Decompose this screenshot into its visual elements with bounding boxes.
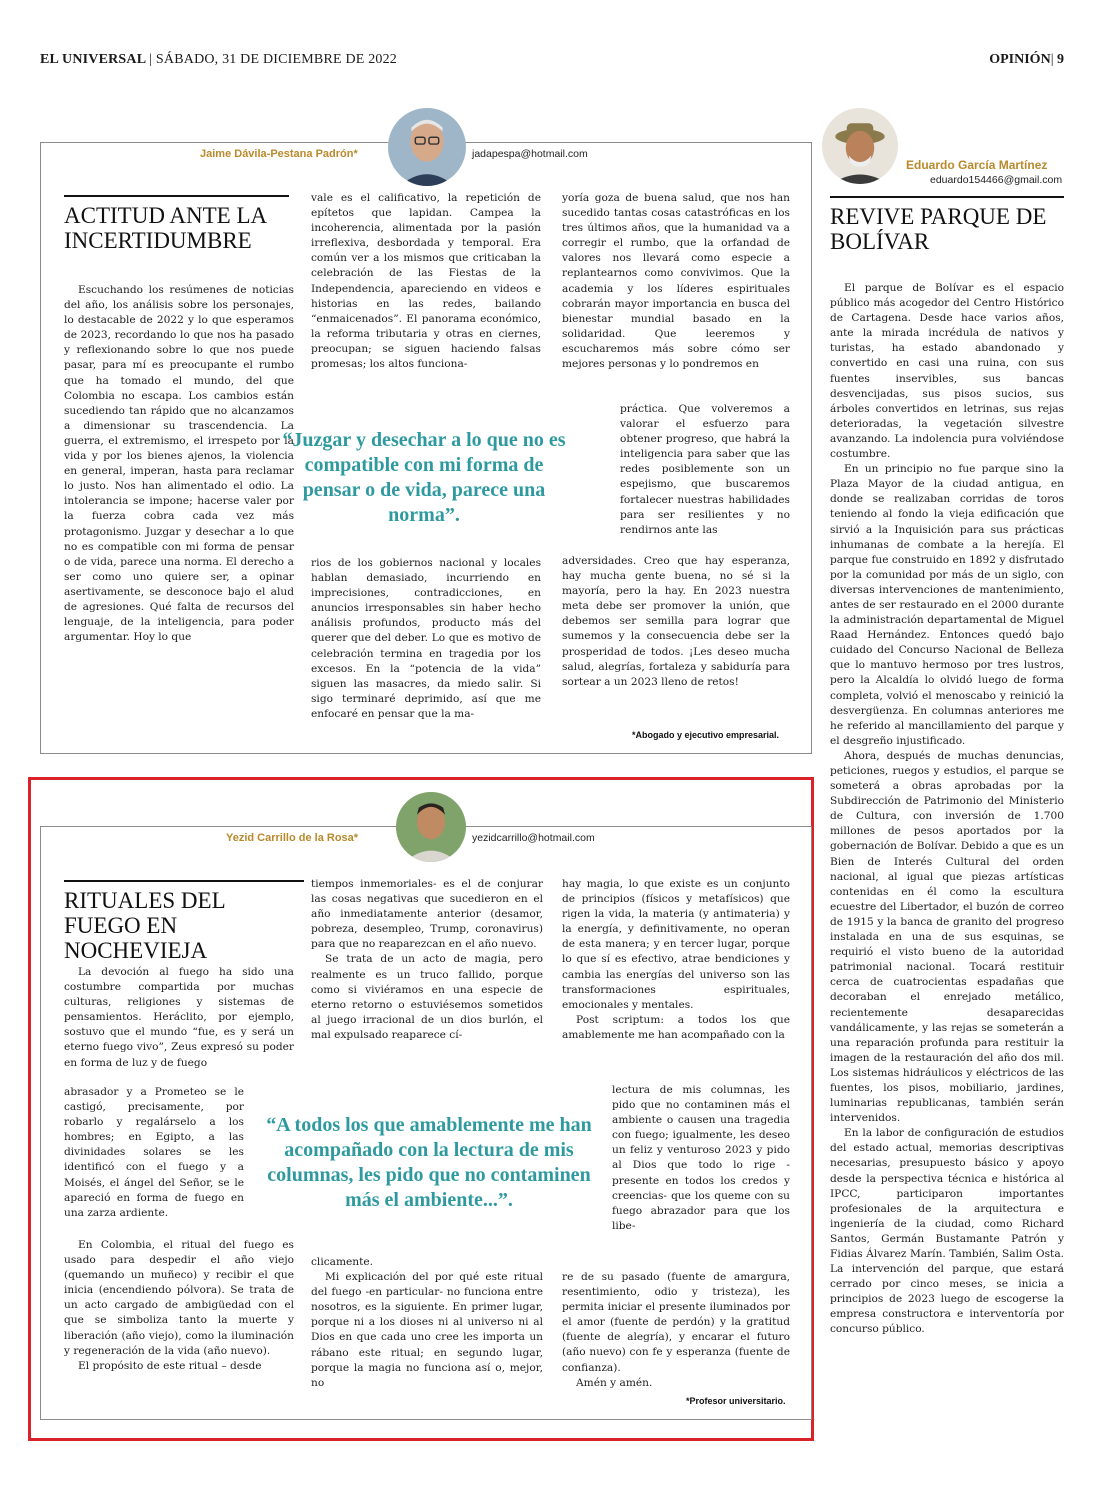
article1-footnote: *Abogado y ejecutivo empresarial. — [632, 730, 780, 740]
issue-date: SÁBADO, 31 DE DICIEMBRE DE 2022 — [155, 52, 398, 67]
article2-col1c-text2: El propósito de este ritual – desde — [78, 1359, 262, 1372]
page-number: 9 — [1057, 52, 1064, 67]
article1-col2b-text: rios de los gobiernos nacional y locales hablan demasiado, incurriendo en imprecisiones, contradicciones, en anuncios irresponsables sin haber hecho análisis profundos, producto más del querer que del deber. Lo que es motivo de celebración termina en tragedia por los excesos. En la “potencia de la vida” siguen las masacres, da miedo salir. Si sigo terminaré deprimido, así que me enfocaré en pensar que la ma- — [311, 557, 541, 720]
article2-col1a-text: La devoción al fuego ha sido una costumbre compartida por muchas culturas, religiones y sistemas de pensamientos. Heráclito, por ejemplo, sostuvo que el mundo “fue, es y será un eterno fuego vivo”, Zeus expresó su poder en forma de luz y de fuego — [64, 966, 294, 1069]
section-label: OPINIÓN| 9 — [989, 52, 1064, 67]
article1-title: ACTITUD ANTE LA INCERTIDUMBRE — [64, 195, 289, 253]
article2-col1c-text1: En Colombia, el ritual del fuego es usado para despedir el año viejo (quemando un muñeco) y recibir el que inicia (encendiendo pólvora). Se trata de un acto cargado de ambigüedad con el que se simboliza tanto la muerte y liberación (año viejo), como la iluminación y regeneración de la vida (año nuevo). — [64, 1239, 294, 1357]
article2-col3b-text: lectura de mis columnas, les pido que no contaminen más el ambiente o causen una tragedia con fuego; igualmente, les deseo un feliz y venturoso 2023 y pido al Dios que todo lo rige -presente en todos los credos y creencias- que los queme con su fuego abrazador para que los libe- — [612, 1084, 790, 1232]
article2-col1b-text: abrasador y a Prometeo se le castigó, precisamente, por robarlo y regalárselo a los hombres; en Egipto, a las divinidades solares se les identificó con el fuego y a Moisés, el ángel del Señor, se le apareció en forma de fuego en una zarza ardiente. — [64, 1086, 244, 1219]
article1-col2-bottom — [311, 556, 541, 744]
article1-author: Jaime Dávila-Pestana Padrón* — [196, 148, 362, 160]
newspaper-name: EL UNIVERSAL — [40, 52, 146, 67]
article2-col1-bottom — [64, 1238, 294, 1410]
article2-col2b-text1: clicamente. — [311, 1256, 373, 1268]
article3-email[interactable]: eduardo154466@gmail.com — [930, 174, 1063, 186]
article3-author: Eduardo García Martínez — [906, 158, 1048, 172]
article2-title: RITUALES DEL FUEGO EN NOCHEVIEJA — [64, 880, 304, 963]
article2-col2a-text1: tiempos inmemoriales- es el de conjurar las cosas negativas que sucedieron en el año inmediatamente anterior (desamor, pobreza, desempleo, Trump, coronavirus) para que no reaparezcan en el año nuevo. — [311, 878, 543, 951]
article2-col3-top — [562, 877, 790, 1067]
article2-col3-middle — [612, 1083, 790, 1273]
article2-col3-bottom — [562, 1270, 790, 1396]
article3-author-photo — [822, 108, 898, 184]
article3-paragraph-3: Ahora, después de muchas denuncias, peticiones, ruegos y estudios, el parque se someterá a obras aprobadas por la Subdirección de Patrimonio del Ministerio de Cultura, con inversión de 1.700 millones de pesos aportados por la gobernación de Bolívar. Debido a que es un Bien de Interés Cultural del orden nacional, al igual que piezas artísticas contenidas en él como la escultura ecuestre del Libertador, el buzón de correo de 1915 y la banca de granito del progreso instalada en una de sus esquinas, se requirió el visto bueno de la autoridad patrimonial nacional. Tocará restituir cerca de cuatrocientas espadañas que decoraban el enrejado metálico, recientemente desaparecidas vandálicamente, y las rejas se someterán a una reparación profunda para restituir la imagen de la restauración del año dos mil. Los sistemas hidráulicos y eléctricos de las fuentes, los pisos, mobiliario, jardines, luminarias republicanas, también serán intervenidos. — [830, 749, 1064, 1125]
masthead-separator: | — [149, 52, 153, 67]
article1-author-photo — [388, 108, 466, 186]
portrait-icon — [822, 108, 898, 184]
article2-author: Yezid Carrillo de la Rosa* — [222, 832, 362, 844]
article1-email[interactable]: jadapespa@hotmail.com — [472, 148, 588, 160]
article1-col3-middle — [620, 402, 790, 554]
article2-author-photo — [396, 792, 466, 862]
portrait-icon — [388, 108, 466, 186]
article3-paragraph-2: En un principio no fue parque sino la Plaza Mayor de la ciudad antigua, en donde se realizaban corridas de toros teniendo al fondo la vieja edificación que sirvió a la Inquisición para sus prácticas inhumanas de combate a la herejía. El parque fue construido en 1892 y disfrutado por la comunidad por más de un siglo, con diversas intervenciones de mantenimiento, antes de ser restaurado en el 2000 durante la administración departamental de Miguel Raad Hernández. Entonces quedó bajo cuidado del Concurso Nacional de Belleza que lo mantuvo hermoso por tres lustros, pero la Alcaldía lo olvidó luego de forma completa, volvió el menoscabo y reinició la desvergüenza. En columnas anteriores me he referido al mancillamiento del parque y el desgreño injustificado. — [830, 463, 1064, 747]
article3-title: REVIVE PARQUE DE BOLÍVAR — [830, 196, 1064, 254]
section-name: OPINIÓN — [989, 52, 1051, 67]
article2-col3a-text2: Post scriptum: a todos los que amablemente me han acompañado con la — [562, 1013, 790, 1041]
article3-body — [830, 281, 1064, 1411]
article3-paragraph-4: En la labor de configuración de estudios del estado actual, memorias descriptivas necesarias, presupuesto básico y apoyo desde la perspectiva técnica e histórica al IPCC, participaron importantes profesionales de la arquitectura e ingeniería de la ciudad, como Richard Santos, Germán Bustamante Patrón y Fidias Álvarez Marín. También, Salim Osta. La intervención del parque, que estará cerrado por cinco meses, se inicia a principios de 2023 luego de escogerse la empresa constructora e interventoría por concurso público. — [830, 1127, 1064, 1336]
article2-col2a-text2: Se trata de un acto de magia, pero realmente es un truco fallido, porque como si viviéramos en una especie de eterno retorno o estuviésemos sometidos al juego irracional de un dios burlón, el mal expulsado reaparece cí- — [311, 953, 543, 1041]
article2-col3c-text2: Amén y amén. — [576, 1376, 653, 1389]
article2-col2b-text2: Mi explicación del por qué este ritual del fuego -en particular- no funciona entre nosotros, es la siguiente. En primer lugar, porque ni a los dioses ni al universo ni al Dios en que cada uno cree les importa un rábano este ritual; en segundo lugar, porque la magia no funciona así o, mejor, no — [311, 1271, 543, 1389]
article1-col2-top — [311, 191, 541, 401]
article1-col3b-text: práctica. Que volveremos a valorar el esfuerzo para obtener progreso, que habrá la inteligencia para saber que las redes posiblemente son un espejismo, que buscaremos fortalecer nuestras habilidades para ser resilientes y no rendirnos ante las — [620, 403, 790, 536]
article2-col2-top — [311, 877, 543, 1089]
portrait-icon — [396, 792, 466, 862]
article1-col3-top — [562, 191, 790, 401]
article1-col3-bottom — [562, 554, 790, 726]
article2-col2-bottom — [311, 1255, 543, 1411]
article2-pullquote: “A todos los que amablemente me han acompañado con la lectura de mis columnas, les pido que no contaminen más el ambiente...”. — [266, 1114, 592, 1211]
article2-col1-middle — [64, 1085, 244, 1237]
masthead — [40, 52, 397, 68]
article1-col1 — [64, 283, 294, 743]
article1-pullquote: “Juzgar y desechar a lo que no es compatible con mi forma de pensar o de vida, parece una norma”. — [282, 429, 566, 526]
article1-col3a-text: yoría goza de buena salud, que nos han sucedido tantas cosas catastróficas en los tres últimos años, que la humanidad va a corregir el rumbo, que la orfandad de valores nos llevará como especie a replantearnos como convivimos. Que la academia y los líderes espirituales cobrarán mayor importancia en busca del bienestar mundial basado en la solidaridad. Que leeremos y escucharemos más sobre cómo ser mejores personas y lo pondremos en — [562, 192, 790, 371]
article1-col2a-text: vale es el calificativo, la repetición de epítetos que lapidan. Campea la incoherencia, alimentada por la pasión irreflexiva, desbordada y temporal. Era común ver a los mismos que criticaban la celebración de las Fiestas de la Independencia, apareciendo en videos e historias en las redes, bailando “enmaicenados”. El panorama económico, la reforma tributaria y otras en ciernes, preocupan; se siguen haciendo falsas promesas; los altos funciona- — [311, 192, 541, 371]
article1-col1-text: Escuchando los resúmenes de noticias del año, los análisis sobre los personajes, lo destacable de 2022 y lo que esperamos de 2023, recordando lo que nos ha pasado y reflexionando sobre lo que nos puede pasar, para mí es preocupante el rumbo que ha tomado el mundo, del que Colombia no escapa. Los cambios están sucediendo tan rápido que no alcanzamos a dimensionar su trascendencia. La guerra, el extremismo, el irrespeto por la vida y por los bienes ajenos, la violencia en general, imperan, hasta para reclamar lo justo. Nos han alimentado el odio. La intolerancia se impone; hacerse valer por la fuerza cobra cada vez más protagonismo. Juzgar y desechar a lo que no es compatible con mi forma de pensar o de vida, parece una norma. El derecho a ser como uno quiere ser, a opinar asertivamente, se desconoce bajo el alud de agresiones. Qué falta de recursos del lenguaje, de la inteligencia, para poder argumentar. Hoy lo que — [64, 284, 294, 644]
article2-col3c-text1: re de su pasado (fuente de amargura, resentimiento, odio y tristeza), les permita iniciar el presente iluminados por el amor (fuente de perdón) y la gratitud (fuente de alegría), y encarar el futuro (año nuevo) con fe y esperanza (fuente de confianza). — [562, 1271, 790, 1374]
article2-email[interactable]: yezidcarrillo@hotmail.com — [472, 832, 595, 844]
article2-col3a-text1: hay magia, lo que existe es un conjunto de principios (físicos y metafísicos) que rigen la vida, la materia (y antimateria) y la energía, y definitivamente, no operan de esta manera; y en tercer lugar, porque lo que sí es efectivo, atrae bendiciones y cambia las energías del universo son las transformaciones espirituales, emocionales y mentales. — [562, 878, 790, 1011]
article2-footnote: *Profesor universitario. — [686, 1396, 786, 1406]
article1-col3c-text: adversidades. Creo que hay esperanza, hay mucha gente buena, no sé si la mayoría, pero la hay. En 2023 nuestra meta debe ser promover la unión, que debemos ser semilla para lograr que sumemos y la consecuencia debe ser la prosperidad de todos. ¡Les deseo mucha salud, alegrías, fortaleza y sabiduría para sortear a un 2023 lleno de retos! — [562, 555, 790, 688]
article3-paragraph-1: El parque de Bolívar es el espacio público más acogedor del Centro Histórico de Cartagena. Desde hace varios años, ante la mirada incrédula de nativos y turistas, ha estado abandonado y convertido en casi una ruina, con sus fuentes inservibles, sus bancas desvencijadas, sus pisos sucios, sus árboles convertidos en letrinas, sus rejas deterioradas, la vegetación silvestre avanzando. La indolencia pura volviéndose costumbre. — [830, 282, 1064, 461]
article2-col1-top — [64, 965, 294, 1085]
